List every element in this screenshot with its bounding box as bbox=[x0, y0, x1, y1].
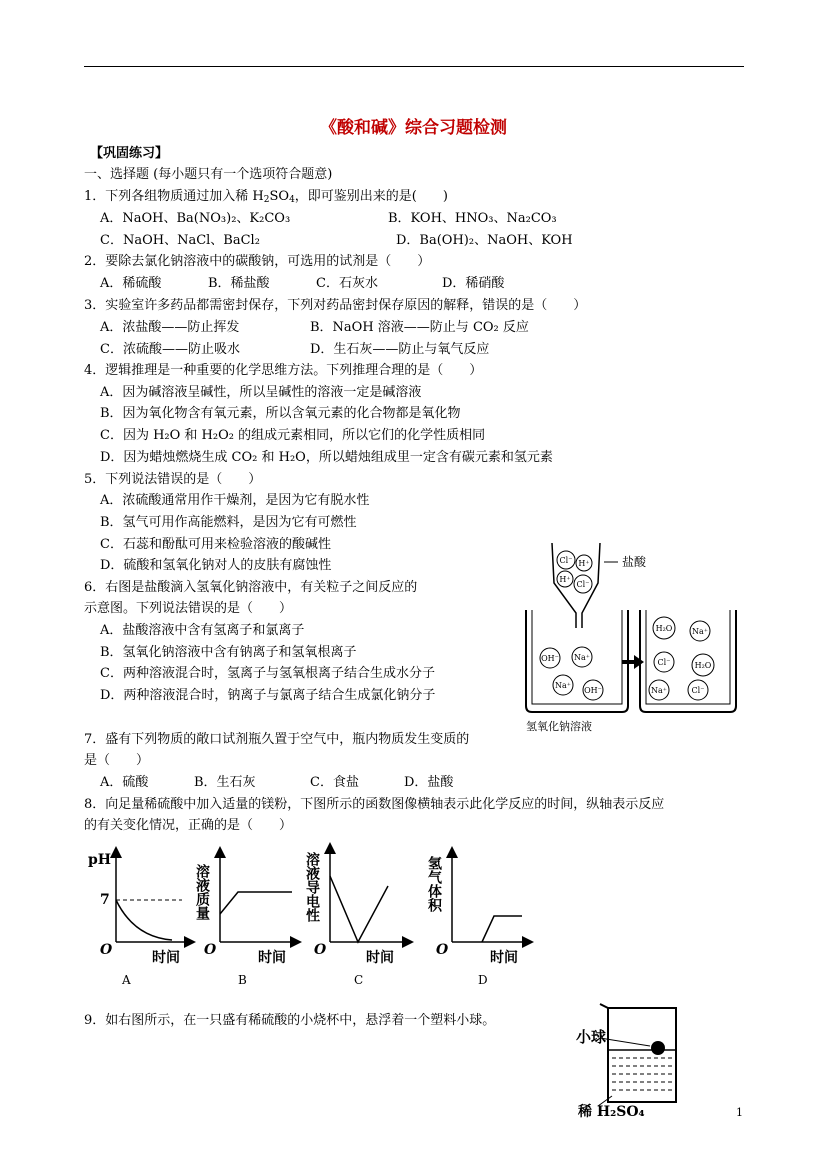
q8-stem-line2: 的有关变化情况，正确的是（ ） bbox=[84, 818, 293, 833]
q8-graph-a bbox=[86, 842, 196, 992]
page-number: 1 bbox=[736, 1106, 743, 1119]
q8-graph-c bbox=[306, 836, 416, 992]
q7-option-b: B．生石灰 bbox=[194, 775, 256, 790]
ion-label: OH⁻ bbox=[541, 654, 559, 663]
svg-text:时间: 时间 bbox=[366, 950, 394, 966]
ion-label: OH⁻ bbox=[584, 686, 602, 695]
q3-option-c: C．浓硫酸——防止吸水 bbox=[100, 342, 240, 357]
q2-option-a: A．稀硫酸 bbox=[100, 276, 162, 291]
q6-option-b: B．氢氧化钠溶液中含有钠离子和氢氧根离子 bbox=[100, 645, 357, 660]
graph-label-d: D bbox=[478, 973, 488, 987]
svg-text:溶液导电性: 溶液导电性 bbox=[304, 852, 320, 922]
svg-text:O: O bbox=[100, 942, 113, 958]
q1-option-c: C．NaOH、NaCl、BaCl₂ bbox=[100, 233, 260, 248]
ion-label: Na⁺ bbox=[574, 653, 590, 662]
q2-option-c: C．石灰水 bbox=[316, 276, 378, 291]
q7-option-d: D．盐酸 bbox=[404, 775, 454, 790]
svg-text:溶液质量: 溶液质量 bbox=[194, 864, 210, 920]
svg-text:O: O bbox=[314, 942, 327, 958]
acid-label: 稀 H₂SO₄ bbox=[578, 1104, 645, 1120]
part-heading: 一、选择题 (每小题只有一个选项符合题意) bbox=[84, 167, 333, 182]
q5-option-a: A．浓硫酸通常用作干燥剂，是因为它有脱水性 bbox=[100, 493, 370, 508]
liquid bbox=[609, 1050, 675, 1090]
q7-option-c: C．食盐 bbox=[310, 775, 359, 790]
svg-text:氢气体积: 氢气体积 bbox=[426, 856, 442, 912]
q8-stem-line1: 8．向足量稀硫酸中加入适量的镁粉，下图所示的函数图像横轴表示此化学反应的时间，纵轴表示反应 bbox=[84, 797, 665, 812]
ion-label: H⁺ bbox=[559, 575, 571, 584]
q3-option-a: A．浓盐酸——防止挥发 bbox=[100, 320, 240, 335]
q3-option-d: D．生石灰——防止与氧气反应 bbox=[310, 342, 490, 357]
q2-stem: 2．要除去氯化钠溶液中的碳酸钠，可选用的试剂是（ ） bbox=[84, 254, 431, 269]
molecule-label: H₂O bbox=[694, 661, 712, 670]
svg-text:时间: 时间 bbox=[258, 950, 286, 966]
graph-label-c: C bbox=[354, 973, 364, 987]
ion-label: Na⁺ bbox=[555, 681, 571, 690]
q3-stem: 3．实验室许多药品都需密封保存，下列对药品密封保存原因的解释，错误的是（ ） bbox=[84, 298, 587, 313]
q4-option-d: D．因为蜡烛燃烧生成 CO₂ 和 H₂O，所以蜡烛组成里一定含有碳元素和氢元素 bbox=[100, 450, 553, 465]
svg-text:pH: pH bbox=[88, 852, 112, 868]
q9-beaker-figure bbox=[572, 1000, 682, 1120]
ball-label: 小球 bbox=[576, 1028, 607, 1046]
q8-graph-b bbox=[196, 842, 306, 992]
q5-option-c: C．石蕊和酚酞可用来检验溶液的酸碱性 bbox=[100, 537, 331, 552]
graph-label-a: A bbox=[122, 973, 131, 987]
q6-stem-line2: 示意图。下列说法错误的是（ ） bbox=[84, 601, 293, 616]
q5-option-d: D．硫酸和氢氧化钠对人的皮肤有腐蚀性 bbox=[100, 558, 332, 573]
q7-stem-line1: 7．盛有下列物质的敞口试剂瓶久置于空气中，瓶内物质发生变质的 bbox=[84, 732, 470, 747]
q1-option-a: A．NaOH、Ba(NO₃)₂、K₂CO₃ bbox=[100, 211, 291, 226]
q6-reaction-figure bbox=[518, 538, 748, 738]
q6-stem-line1: 6．右图是盐酸滴入氢氧化钠溶液中，有关粒子之间反应的 bbox=[84, 580, 418, 595]
q1-option-b: B．KOH、HNO₃、Na₂CO₃ bbox=[388, 211, 557, 226]
ion-label: Na⁺ bbox=[651, 686, 667, 695]
graph-label-b: B bbox=[238, 973, 247, 987]
q1-option-d: D．Ba(OH)₂、NaOH、KOH bbox=[396, 233, 573, 248]
q7-option-a: A．硫酸 bbox=[100, 775, 149, 790]
q4-option-a: A．因为碱溶液呈碱性，所以呈碱性的溶液一定是碱溶液 bbox=[100, 385, 422, 400]
svg-text:时间: 时间 bbox=[490, 950, 518, 966]
q4-stem: 4．逻辑推理是一种重要的化学思维方法。下列推理合理的是（ ） bbox=[84, 363, 483, 378]
q9-stem: 9．如右图所示，在一只盛有稀硫酸的小烧杯中，悬浮着一个塑料小球。 bbox=[84, 1013, 496, 1028]
ion-label: Cl⁻ bbox=[559, 556, 573, 565]
ion-label: Cl⁻ bbox=[576, 580, 590, 589]
page-title: 《酸和碱》综合习题检测 bbox=[320, 118, 507, 138]
q6-option-a: A．盐酸溶液中含有氢离子和氯离子 bbox=[100, 623, 305, 638]
q3-option-b: B．NaOH 溶液——防止与 CO₂ 反应 bbox=[310, 320, 529, 335]
ion-label: Cl⁻ bbox=[691, 686, 705, 695]
q4-option-b: B．因为氧化物含有氧元素，所以含氧元素的化合物都是氧化物 bbox=[100, 406, 461, 421]
q4-option-c: C．因为 H₂O 和 H₂O₂ 的组成元素相同，所以它们的化学性质相同 bbox=[100, 428, 486, 443]
molecule-label: H₂O bbox=[655, 624, 673, 633]
q8-graph-d bbox=[428, 842, 538, 992]
q7-stem-line2: 是（ ） bbox=[84, 753, 150, 768]
ion-label: Cl⁻ bbox=[657, 658, 671, 667]
ion-label: Na⁺ bbox=[692, 627, 708, 636]
ball-icon bbox=[651, 1041, 665, 1055]
q5-stem: 5．下列说法错误的是（ ） bbox=[84, 472, 262, 487]
svg-text:O: O bbox=[436, 942, 449, 958]
q6-option-d: D．两种溶液混合时，钠离子与氯离子结合生成氯化钠分子 bbox=[100, 688, 436, 703]
svg-text:7: 7 bbox=[100, 892, 110, 908]
base-label: 氢氧化钠溶液 bbox=[526, 720, 592, 733]
header-rule bbox=[84, 66, 744, 67]
q2-option-d: D．稀硝酸 bbox=[442, 276, 505, 291]
q1-stem: 1．下列各组物质通过加入稀 $H_2SO_4$，即可鉴别出来的是( ) bbox=[84, 189, 448, 205]
q5-option-b: B．氢气可用作高能燃料，是因为它有可燃性 bbox=[100, 515, 357, 530]
svg-text:O: O bbox=[204, 942, 217, 958]
ion-label: H⁺ bbox=[578, 559, 590, 568]
q2-option-b: B．稀盐酸 bbox=[208, 276, 270, 291]
q6-option-c: C．两种溶液混合时，氢离子与氢氧根离子结合生成水分子 bbox=[100, 666, 435, 681]
acid-label: 盐酸 bbox=[622, 555, 647, 569]
section-heading: 【巩固练习】 bbox=[90, 146, 169, 161]
svg-text:时间: 时间 bbox=[152, 950, 180, 966]
